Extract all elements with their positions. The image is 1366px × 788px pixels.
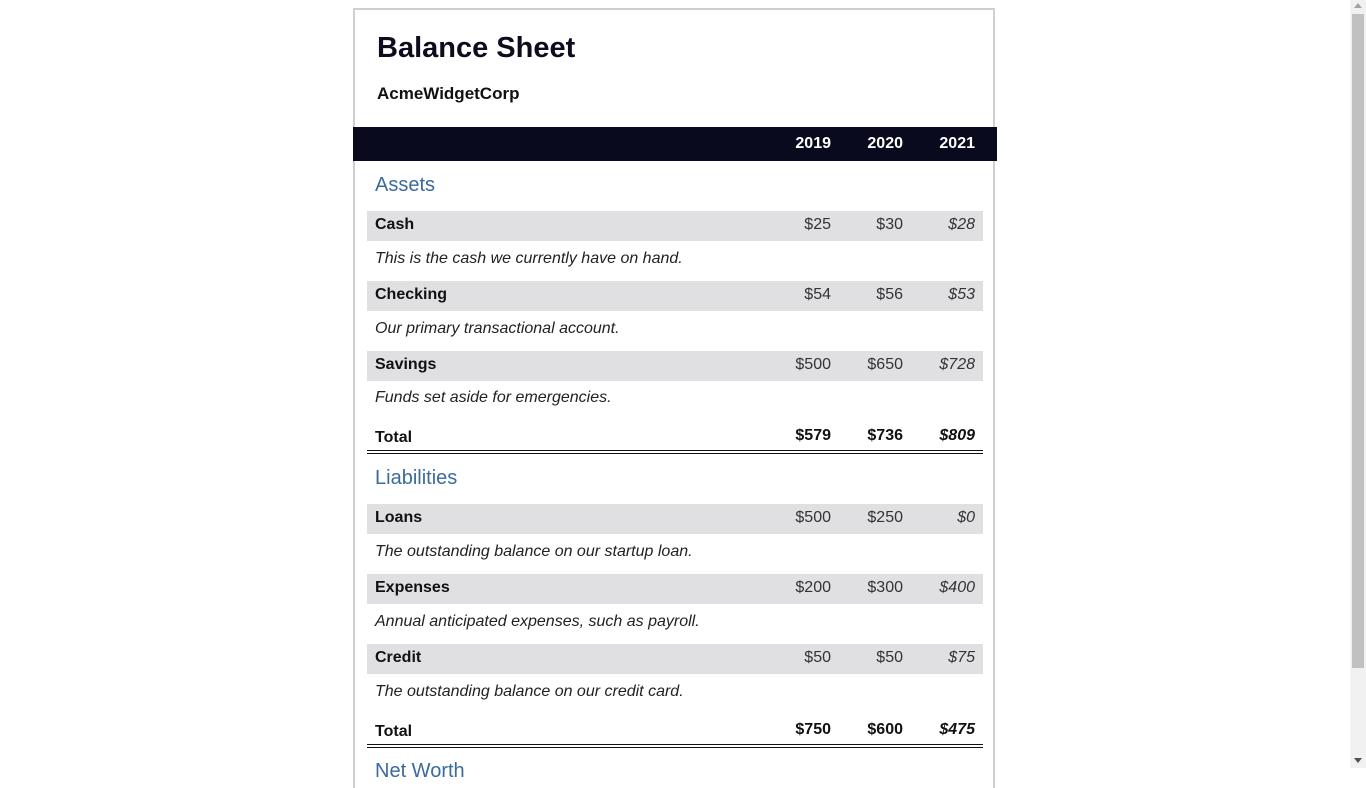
- liability-note-credit: The outstanding balance on our credit card.: [375, 683, 684, 700]
- total-2021: $809: [939, 427, 975, 444]
- liability-note-expenses: Annual anticipated expenses, such as payroll.: [375, 613, 700, 630]
- liabilities-section-title: Liabilities: [375, 467, 458, 489]
- asset-note-checking: Our primary transactional account.: [375, 320, 620, 337]
- value-2019: $200: [795, 579, 831, 596]
- total-2020: $600: [867, 721, 903, 738]
- value-2019: $25: [804, 216, 831, 233]
- year-header: [353, 127, 997, 161]
- row-label: Loans: [375, 509, 423, 526]
- row-label: Expenses: [375, 579, 450, 596]
- total-2019: $750: [795, 721, 831, 738]
- liabilities-total-row: [367, 714, 983, 748]
- row-label: Credit: [375, 649, 422, 666]
- value-2020: $50: [876, 649, 903, 666]
- balance-sheet: [353, 8, 995, 788]
- liability-row-loans: [367, 504, 983, 534]
- liability-row-credit: [367, 644, 983, 674]
- value-2021: $75: [948, 649, 975, 666]
- value-2019: $500: [795, 509, 831, 526]
- total-2021: $475: [939, 721, 975, 738]
- row-label: Checking: [375, 286, 448, 303]
- asset-note-cash: This is the cash we currently have on hand.: [375, 250, 683, 267]
- total-label: Total: [375, 723, 413, 740]
- total-2019: $579: [795, 427, 831, 444]
- total-label: Total: [375, 429, 413, 446]
- value-2021: $0: [957, 509, 975, 526]
- value-2021: $400: [939, 579, 975, 596]
- row-label: Cash: [375, 216, 415, 233]
- liability-row-expenses: [367, 574, 983, 604]
- asset-note-savings: Funds set aside for emergencies.: [375, 389, 612, 406]
- value-2021: $728: [939, 356, 975, 373]
- value-2020: $300: [867, 579, 903, 596]
- value-2020: $650: [867, 356, 903, 373]
- value-2019: $54: [804, 286, 831, 303]
- value-2019: $50: [804, 649, 831, 666]
- value-2021: $28: [948, 216, 975, 233]
- value-2020: $56: [876, 286, 903, 303]
- value-2019: $500: [795, 356, 831, 373]
- value-2020: $30: [876, 216, 903, 233]
- vertical-scrollbar[interactable]: [1350, 0, 1366, 768]
- value-2020: $250: [867, 509, 903, 526]
- total-2020: $736: [867, 427, 903, 444]
- asset-row-checking: [367, 281, 983, 311]
- row-label: Savings: [375, 356, 437, 373]
- scroll-down-arrow-icon[interactable]: [1354, 758, 1362, 763]
- value-2021: $53: [948, 286, 975, 303]
- company-name: AcmeWidgetCorp: [377, 84, 520, 103]
- year-2019-header: 2019: [795, 135, 831, 152]
- assets-total-row: [367, 420, 983, 454]
- scrollbar-thumb[interactable]: [1352, 14, 1364, 668]
- scroll-up-arrow-icon[interactable]: [1354, 3, 1362, 8]
- year-2020-header: 2020: [867, 135, 903, 152]
- year-2021-header: 2021: [939, 135, 975, 152]
- page-title: Balance Sheet: [377, 32, 576, 64]
- asset-row-cash: [367, 211, 983, 241]
- asset-row-savings: [367, 351, 983, 381]
- net-worth-section-title: Net Worth: [375, 760, 465, 782]
- assets-section-title: Assets: [375, 174, 436, 196]
- liability-note-loans: The outstanding balance on our startup loan.: [375, 543, 693, 560]
